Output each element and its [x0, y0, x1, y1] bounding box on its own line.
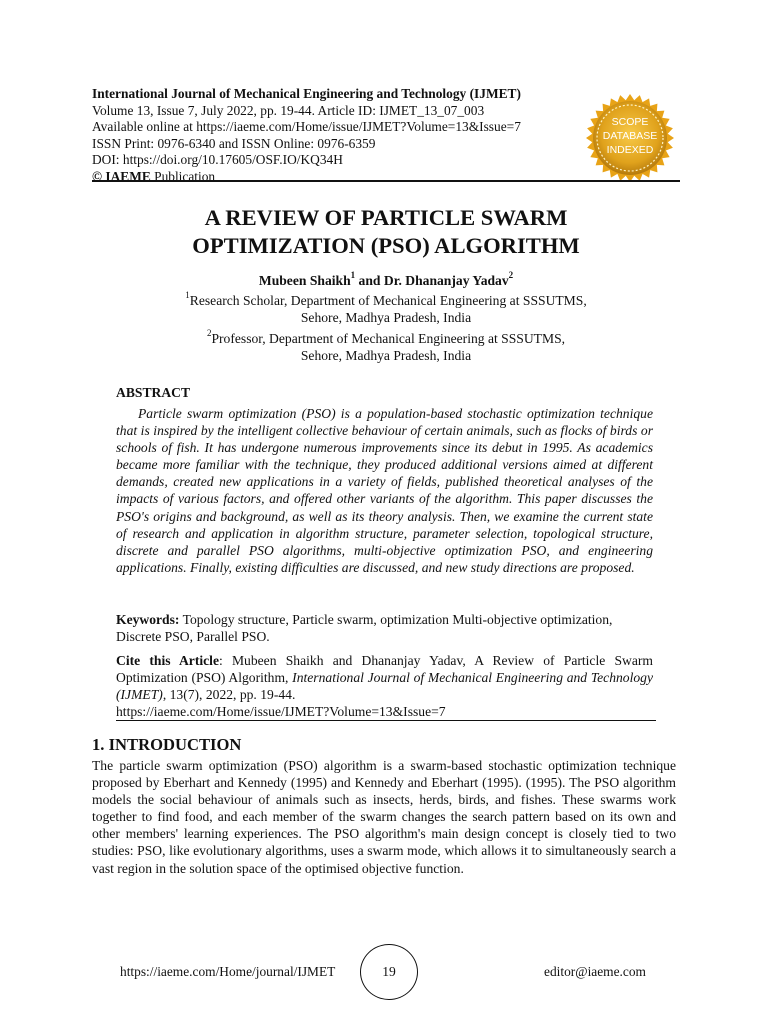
keywords — [116, 611, 653, 645]
seal-line2: DATABASE — [602, 130, 658, 142]
affiliation-1-sup: 1 — [185, 290, 190, 301]
affiliation-1-line2: Sehore, Madhya Pradesh, India — [300, 310, 472, 325]
affiliation-1-line1: Research Scholar, Department of Mechanical Engineering at SSSUTMS, — [189, 293, 587, 308]
footer-journal-link[interactable]: https://iaeme.com/Home/journal/IJMET — [120, 964, 336, 979]
introduction-text: The particle swarm optimization (PSO) algorithm is a swarm-based stochastic optimization technique proposed by Eberhart and Kennedy (1995) and Kennedy and Eberhart (1995). (1995). The PSO algorithm models the social behaviour of animals such as insects, herds, birds, and fishes. These swarms work together to find food, and each member of the swarm changes the search pattern based on its own and other members' learning experiences. The PSO algorithm's main design concept is closely tied to two studies: PSO, like evolutionary algorithms, uses a swarm mode, which allows it to simultaneously search a vast region in the solution space of the optimised objective function. — [92, 758, 676, 876]
copyright-symbol: © — [92, 168, 103, 184]
publisher-line — [92, 169, 582, 186]
page-number — [360, 944, 418, 1000]
affiliation-2 — [92, 330, 680, 364]
scope-indexed-seal-icon — [584, 92, 676, 184]
page-number-text: 19 — [382, 964, 396, 979]
keywords-label: Keywords: — [116, 612, 180, 627]
abstract-text: Particle swarm optimization (PSO) is a population-based stochastic optimization technique that is inspired by the intelligent collective behaviour of certain animals, such as flocks of birds or schools of fish. It has undergone numerous improvements since its debut in 1995. As academics became more familiar with the technique, they produced additional versions aimed at different demands, created new applications in a variety of fields, published theoretical analyses of the impacts of various factors, and offered other variants of the algorithm. This paper discusses the PSO's origins and background, as well as its theory analysis. Then, we examine the current state of research and application in algorithm structure, parameter selection, topological structure, discrete and parallel PSO algorithms, multi-objective optimization PSO, and engineering applications. Finally, existing difficulties are discussed, and new study directions are proposed. — [116, 406, 653, 575]
author-2: Dr. Dhananjay Yadav — [383, 273, 509, 288]
abstract-heading: ABSTRACT — [116, 385, 191, 400]
journal-header — [92, 86, 582, 186]
introduction-heading: 1. INTRODUCTION — [92, 735, 242, 754]
author-1-sup: 1 — [350, 270, 356, 281]
author-1: Mubeen Shaikh — [258, 273, 351, 288]
title-line2: OPTIMIZATION (PSO) ALGORITHM — [192, 233, 580, 258]
authors-line — [92, 272, 680, 289]
cite-url-link[interactable]: https://iaeme.com/Home/issue/IJMET?Volume=13&Issue=7 — [116, 704, 446, 719]
title-line1: A REVIEW OF PARTICLE SWARM — [204, 205, 568, 230]
cite-journal: International Journal of Mechanical Engineering and Technology (IJMET) — [116, 670, 653, 702]
keywords-text: Topology structure, Particle swarm, optimization Multi-objective optimization, Discrete PSO, Parallel PSO. — [116, 612, 613, 644]
issn-info: ISSN Print: 0976-6340 and ISSN Online: 0976-6359 — [92, 135, 376, 151]
footer-email-link[interactable]: editor@iaeme.com — [544, 964, 646, 979]
publisher-name: IAEME — [105, 168, 151, 184]
journal-name: International Journal of Mechanical Engineering and Technology (IJMET) — [92, 86, 521, 101]
volume-info: Volume 13, Issue 7, July 2022, pp. 19-44. Article ID: IJMET_13_07_003 — [92, 102, 485, 118]
paper-title — [92, 204, 680, 260]
affiliation-1 — [92, 292, 680, 326]
author-2-sup: 2 — [508, 270, 514, 281]
cite-label: Cite this Article — [116, 653, 219, 668]
seal-line3: INDEXED — [606, 144, 654, 156]
available-online[interactable]: Available online at https://iaeme.com/Home/issue/IJMET?Volume=13&Issue=7 — [92, 119, 521, 135]
authors-conj: and — [355, 273, 384, 288]
cite-divider — [116, 720, 656, 721]
cite-this-article — [116, 652, 653, 720]
cite-text-after: , 13(7), 2022, pp. 19-44. — [162, 687, 296, 702]
affiliation-2-line2: Sehore, Madhya Pradesh, India — [300, 348, 472, 363]
doi-info[interactable]: DOI: https://doi.org/10.17605/OSF.IO/KQ34H — [92, 152, 343, 168]
affiliation-2-sup: 2 — [206, 328, 212, 339]
cite-text: : Mubeen Shaikh and Dhananjay Yadav, A Review of Particle Swarm Optimization (PSO) Algorithm, — [116, 653, 653, 685]
publication-word: Publication — [154, 168, 216, 184]
affiliation-2-line1: Professor, Department of Mechanical Engineering at SSSUTMS, — [211, 331, 566, 346]
seal-line1: SCOPE — [611, 116, 649, 128]
header-divider — [92, 180, 680, 182]
